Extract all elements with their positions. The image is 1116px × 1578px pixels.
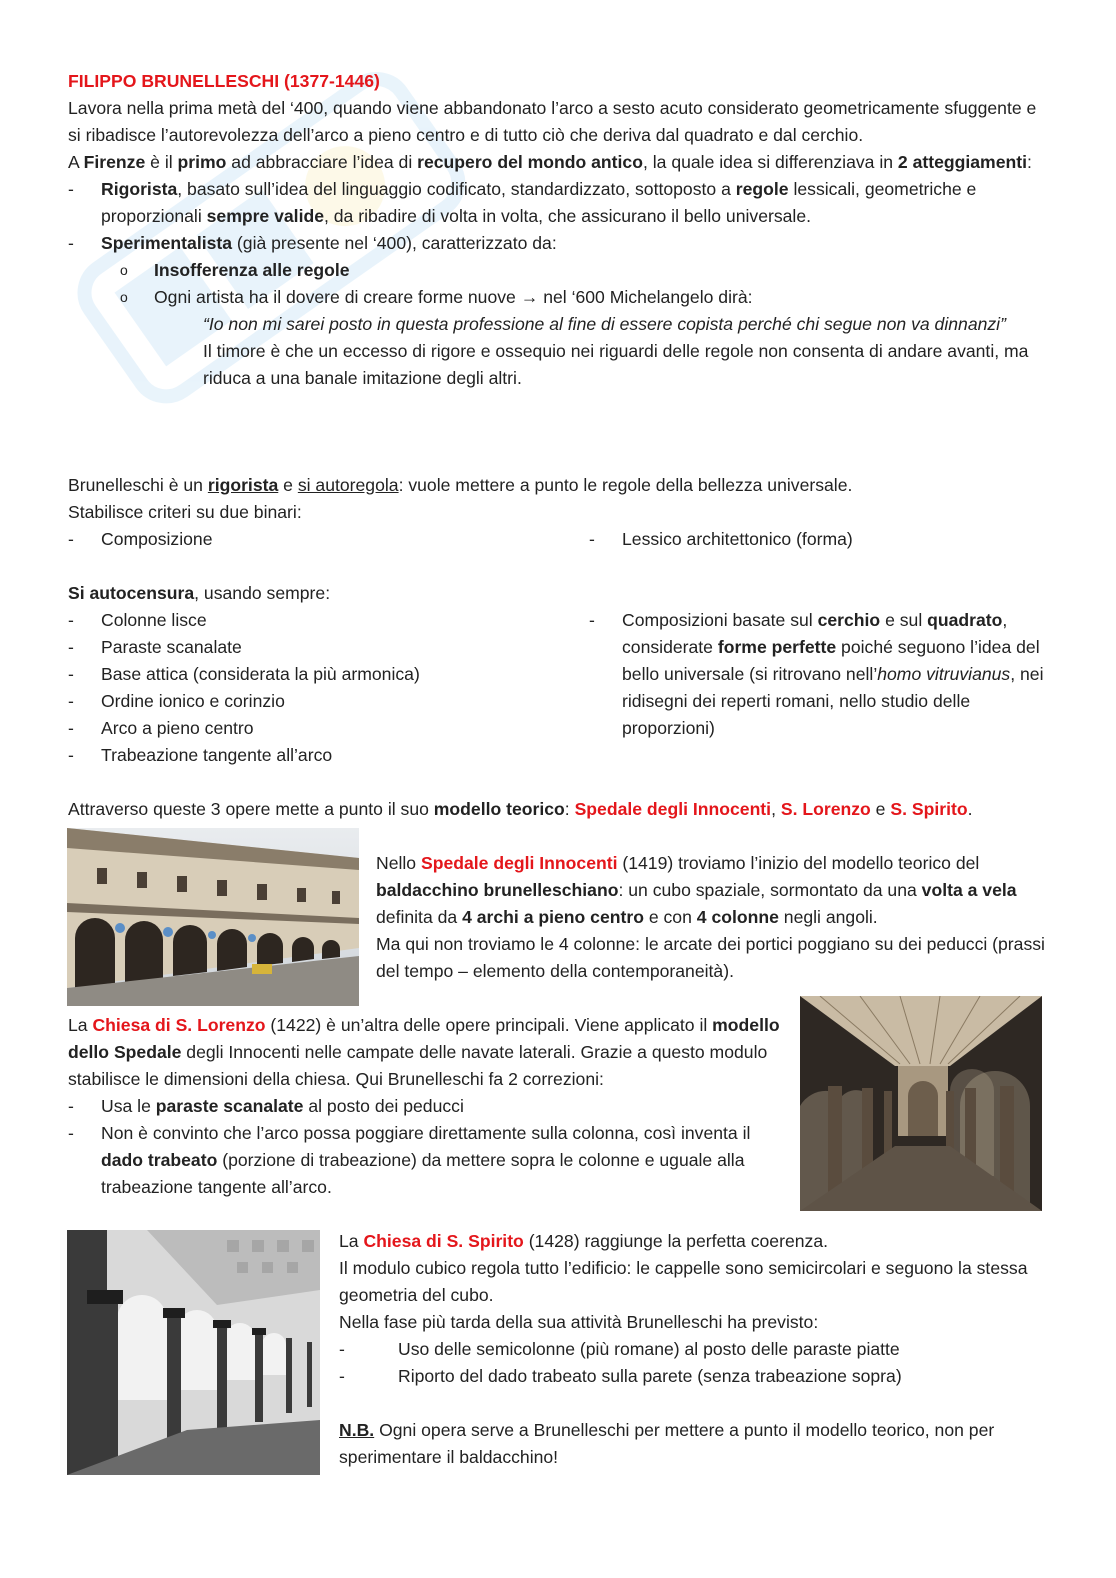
michelangelo-quote: “Io non mi sarei posto in questa professione al fine di essere copista perché chi segue non va dinnanzi”: [203, 314, 1006, 334]
autocensura-left: Si autocensura, usando sempre: - Colonne lisce - Paraste scanalate - Base attica (considerata la più armonica) - Ordine ionico e corinzio - Arco a pieno centro - Trabeazione tangente all’arco: [68, 580, 568, 769]
list-item: - Trabeazione tangente all’arco: [68, 745, 333, 765]
rigorista-section: [68, 472, 1048, 526]
rigorista-paragraph: Brunelleschi è un rigorista e si autoregola: vuole mettere a punto le regole della bellezza universale.: [68, 475, 853, 495]
santo-spirito-photo: [67, 1230, 320, 1475]
spedale-section: Nello Spedale degli Innocenti (1419) troviamo l’inizio del modello teorico del baldacchino brunelleschiano: un cubo spaziale, sormontato da una volta a vela definita da 4 archi a pieno centro e con 4 colonne negli angoli. Ma qui non troviamo le 4 colonne: le arcate dei portici poggiano su dei peducci (prassi del tempo – elemento della contemporaneità).: [376, 853, 1045, 981]
timore-paragraph: Il timore è che un eccesso di rigore e ossequio nei riguardi delle regole non consenta di andare avanti, ma riduca a una banale imitazione degli altri.: [203, 341, 1029, 388]
sublist-item-2: o Ogni artista ha il dovere di creare forme nuove → nel ‘600 Michelangelo dirà:: [120, 287, 753, 307]
intro-section: [68, 95, 1048, 392]
sublist-item-1: o Insofferenza alle regole: [120, 260, 350, 280]
intro-paragraph-2: A Firenze è il primo ad abbracciare l’idea di recupero del mondo antico, la quale idea si differenziava in 2 atteggiamenti:: [68, 152, 1032, 172]
list-item: - Arco a pieno centro: [68, 718, 254, 738]
list-item: - Paraste scanalate: [68, 637, 242, 657]
list-item-rigorista: - Rigorista, basato sull’idea del linguaggio codificato, standardizzato, sottoposto a regole lessicali, geometriche e proporzionali sempre valide, da ribadire di volta in volta, che assicurano il bello universale.: [68, 179, 977, 226]
san-lorenzo-photo: [800, 996, 1042, 1211]
binari-right: - Lessico architettonico (forma): [589, 529, 853, 549]
lorenzo-section: La Chiesa di S. Lorenzo (1422) è un’altra delle opere principali. Viene applicato il modello dello Spedale degli Innocenti nelle campate delle navate laterali. Grazie a questo modulo stabilisce le dimensioni della chiesa. Qui Brunelleschi fa 2 correzioni: - Usa le paraste scanalate al posto dei peducci - Non è convinto che l’arco possa poggiare direttamente sulla colonna, così inventa il dado trabeato (porzione di trabeazione) da mettere sopra le colonne e uguale alla trabeazione tangente all’arco.: [68, 1012, 788, 1201]
list-item-sperimentalista: - Sperimentalista (già presente nel ‘400), caratterizzato da:: [68, 233, 557, 253]
list-item: - Ordine ionico e corinzio: [68, 691, 285, 711]
list-item: - Uso delle semicolonne (più romane) al posto delle paraste piatte: [339, 1339, 900, 1359]
page-title: FILIPPO BRUNELLESCHI (1377-1446): [68, 71, 380, 91]
opere-paragraph: Attraverso queste 3 opere mette a punto il suo modello teorico: Spedale degli Innocenti, S. Lorenzo e S. Spirito.: [68, 799, 973, 819]
spirito-section: La Chiesa di S. Spirito (1428) raggiunge la perfetta coerenza. Il modulo cubico regola tutto l’edificio: le cappelle sono semicircolari e seguono la stessa geometria del cubo. Nella fase più tarda della sua attività Brunelleschi ha previsto: - Uso delle semicolonne (più romane) al posto delle paraste piatte - Riporto del dado trabeato sulla parete (senza trabeazione sopra) N.B. Ogni opera serve a Brunelleschi per mettere a punto il modello teorico, non per sperimentare il baldacchino!: [339, 1228, 1049, 1471]
list-item: - Riporto del dado trabeato sulla parete (senza trabeazione sopra): [339, 1366, 902, 1386]
binari-intro: Stabilisce criteri su due binari:: [68, 502, 302, 522]
list-item: - Non è convinto che l’arco possa poggiare direttamente sulla colonna, così inventa il dado trabeato (porzione di trabeazione) da mettere sopra le colonne e uguale alla trabeazione tangente all’arco.: [68, 1123, 751, 1197]
intro-paragraph-1: Lavora nella prima metà del ‘400, quando viene abbandonato l’arco a sesto acuto considerato geometricamente sfuggente e si ribadisce l’autorevolezza dell’arco a pieno centro e di tutto ciò che deriva dal quadrato e dal cerchio.: [68, 98, 1037, 145]
autocensura-right: - Composizioni basate sul cerchio e sul quadrato, considerate forme perfette poiché seguono l’idea del bello universale (si ritrovano nell’homo vitruvianus, nei ridisegni dei reperti romani, nello studio delle proporzioni): [589, 610, 1044, 738]
list-item: - Usa le paraste scanalate al posto dei peducci: [68, 1096, 464, 1116]
list-item: - Colonne lisce: [68, 610, 207, 630]
list-item: - Base attica (considerata la più armonica): [68, 664, 420, 684]
binari-left: - Composizione: [68, 529, 213, 549]
spedale-innocenti-photo: [67, 828, 359, 1006]
nb-note: N.B. Ogni opera serve a Brunelleschi per mettere a punto il modello teorico, non per sperimentare il baldacchino!: [339, 1420, 995, 1467]
